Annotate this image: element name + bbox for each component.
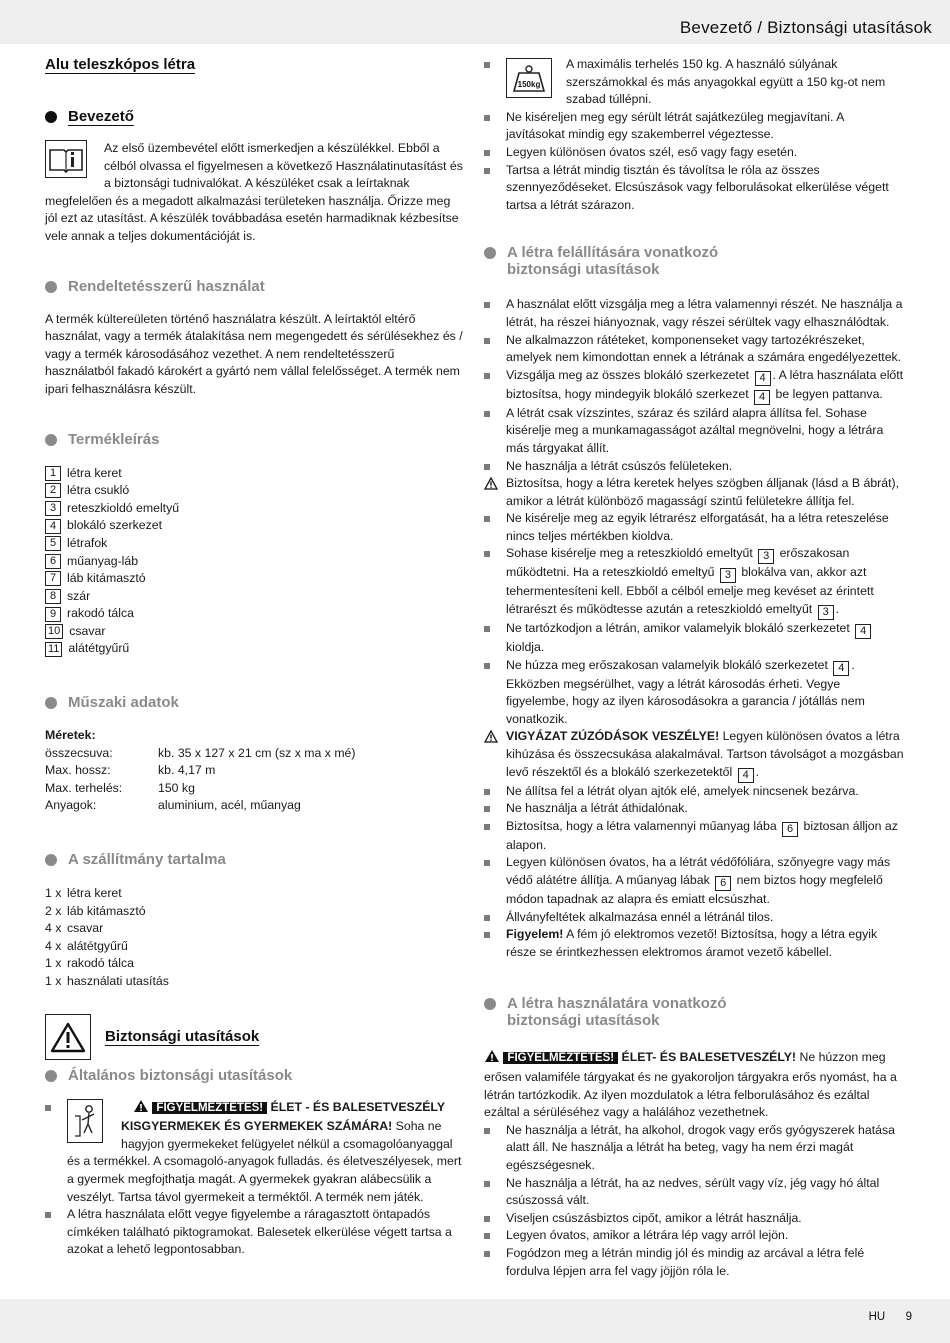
bullet-square-icon [484,296,506,331]
page-header-title: Bevezető / Biztonsági utasítások [679,18,932,37]
list-item: Vizsgálja meg az összes blokáló szerkezetet 4 . A létra használata előtt biztosítsa, hogy mindegyik blokáló szerkezet 4 be legyen pattanva. [484,367,904,405]
section-heading-intro: Bevezető [45,106,465,128]
list-item: 1 x létra keret [45,886,122,901]
bullet-dot-icon [45,281,57,293]
list-item: 150kg A maximális terhelés 150 kg. A használó súlyának szerszámokkal és más anyagokkal együtt a 150 kg-ot nem szabad túllépni. [484,56,904,109]
list-item: 3 reteszkioldó emeltyű [45,500,465,518]
bullet-square-icon [484,332,506,367]
list-item: 4 x alátétgyűrű [45,938,128,953]
list-item: Ne kisérelje meg az egyik létrarész elforgatását, ha a létra reteszelése nincs teljes mértékben kioldva. [484,510,904,545]
footer-bar [0,1299,950,1343]
list-item: 6 műanyag-láb [45,553,465,571]
list-item: Ne alkalmazzon rátéteket, komponenseket vagy tartozékrészeket, amelyek nem kimondottan ennek a létrának a számára engedélyezettek. [484,332,904,367]
page-footer [869,1309,912,1327]
list-item: Ne állítsa fel a létrát olyan ajtók elé, amelyek nincsenek bezárva. [484,783,904,801]
bullet-dot-icon [45,1070,57,1082]
list-item: Ne használja a létrát, ha az nedves, sérült vagy víz, jég vagy hó által csúszossá vált. [484,1175,904,1210]
warning-label: FIGYELMEZTETÉS! [152,1102,267,1114]
section-heading-usage: A létra használatára vonatkozó biztonsági utasítások [484,995,904,1035]
list-item: 4 x csavar [45,921,104,936]
bullet-square-icon [484,854,506,908]
list-item: 1 létra keret [45,465,465,483]
list-item: Viseljen csúszásbiztos cipőt, amikor a létrát használja. [484,1210,904,1228]
list-item: Ne használja a létrát, ha alkohol, drogok vagy erős gyógyszerek hatása alatt áll. Ne használja a létrát ha beteg, vagy ha nem érzi magát egészségesnek. [484,1122,904,1175]
parts-list [45,465,465,659]
bullet-dot-icon [45,111,57,123]
shipment-list [45,885,465,991]
list-item: Legyen különösen óvatos, ha a létrát védőfóliára, szőnyegre vagy más védő alátétre állítja. A műanyag lábak 6 nem biztos hogy megfelelő módon tapadnak az alapra és emiatt elcsúszhat. [484,854,904,908]
list-item: A használat előtt vizsgálja meg a létra valamennyi részét. Ne használja a létrát, ha részei hiányoznak, vagy részei sérültek vagy elhasználódtak. [484,296,904,331]
list-item: 4 blokáló szerkezet [45,517,465,535]
section-heading-specs: Műszaki adatok [45,692,465,714]
section-heading-description: Termékleírás [45,429,465,451]
list-item: 10 csavar [45,623,465,641]
list-item: Legyen óvatos, amikor a létrára lép vagy arról lejön. [484,1227,904,1245]
table-row: Anyagok: aluminium, acél, műanyag [45,798,301,813]
document-title: Alu teleszkópos létra [45,56,196,73]
page-number: 9 [905,1311,912,1323]
bullet-square-icon [484,1175,506,1210]
safety-heading: Biztonsági utasítások [45,1013,465,1061]
child-warning-item: FIGYELMEZTETÉS! ÉLET - ÉS BALESETVESZÉLY KISGYERMEKEK ÉS GYERMEKEK SZÁMÁRA! Soha ne hagyjon gyermekeket felügyelet nélkül a csomagolóanyaggal és a termékkel. A csomagoló-anyagok fulladás. és életveszélyesek, mert a gyermek megfojthatja magát. A gyermekek gyakran alábecsülik a veszélyt. Tartsa távol gyermekeit a terméktől. A termék nem játék. [45,1099,465,1207]
list-item: 7 láb kitámasztó [45,570,465,588]
warning-small-icon [484,728,506,782]
bullet-square-icon [484,818,506,855]
list-item: A létra használata előtt vegye figyelembe a ráragasztott öntapadós címkéken található piktogramokat. Balesetek elkerülése végett tartsa a azokat a lehető legpontosabban. [45,1206,465,1259]
list-item: A létrát csak vízszintes, száraz és szilárd alapra állítsa fel. Sohase kisérelje meg a munkamagasságot azáltal megnövelni, hogy a létrára más tárgyakat állít. [484,405,904,458]
bullet-square-icon [484,144,506,162]
warning-label: FIGYELMEZTETÉS! [503,1052,618,1064]
bullet-square-icon [484,620,506,657]
warning-small-icon [484,475,506,510]
section-heading-setup: A létra felállítására vonatkozó biztonsági utasítások [484,244,904,284]
warning-small-icon [484,1049,500,1069]
bullet-dot-icon [45,854,57,866]
footer-language: HU [868,1311,886,1323]
list-item: 11 alátétgyűrű [45,640,465,658]
table-row: összecsuva: kb. 35 x 127 x 21 cm (sz x ma x mé) [45,745,356,760]
bullet-square-icon [484,458,506,476]
table-row: Max. terhelés: 150 kg [45,780,195,795]
bullet-square-icon [484,1245,506,1280]
list-item: Figyelem! A fém jó elektromos vezető! Biztosítsa, hogy a létra egyik része se érintkezhessen elektromos áramot vezető kábellel. [484,926,904,961]
bullet-square-icon [484,800,506,818]
list-item: 8 szár [45,588,465,606]
section-heading-shipment: A szállítmány tartalma [45,849,465,871]
list-item: Sohase kisérelje meg a reteszkioldó emeltyűt 3 erőszakosan működtetni. Ha a reteszkioldó emeltyű 3 blokálva van, akkor azt tehermentesíteni kell. Ebből a célból emelje meg kevéset az érintett létrarészt és működtesse azután a reteszkioldó emeltyűt 3 . [484,545,904,620]
list-item: Tartsa a létrát mindig tisztán és távolítsa le róla az összes szennyeződéseket. Elcsúszások vagy felborulásokat elkerülése végett tartsa a létrát szárazon. [484,162,904,215]
bullet-dot-icon [45,697,57,709]
info-book-icon [45,140,87,178]
list-item: Biztosítsa, hogy a létra keretek helyes szögben álljanak (lásd a B ábrát), amikor a létrát különböző magasságí szintű felületekre állítja fel. [484,475,904,510]
bullet-square-icon [484,909,506,927]
bullet-dot-icon [45,434,57,446]
list-item: 1 x használati utasítás [45,974,169,988]
bullet-square-icon [484,109,506,144]
bullet-square-icon [484,56,506,109]
child-hazard-icon [67,1099,103,1143]
warning-small-icon [133,1099,149,1119]
list-item: Fogódzon meg a létrán mindig jól és mindig az arcával a létra felé fordulva lépjen arra fel vagy jöjjön róla le. [484,1245,904,1280]
bullet-square-icon [45,1099,67,1207]
bullet-square-icon [484,926,506,961]
weight-150kg-icon [506,58,552,98]
list-item: Ne használja a létrát áthidalónak. [484,800,904,818]
list-item: Állványfeltétek alkalmazása ennél a létránál tilos. [484,909,904,927]
bullet-square-icon [484,1122,506,1175]
section-heading-intended-use: Rendeltetésszerű használat [45,276,465,298]
bullet-square-icon [484,1210,506,1228]
list-item: Legyen különösen óvatos szél, eső vagy fagy esetén. [484,144,904,162]
bullet-dot-icon [484,247,496,259]
intro-paragraph: Az első üzembevétel előtt ismerkedjen a készülékkel. Ebből a célból olvassa el figyelmesen a következő Használatinutasítást és a biztonsági tudnivalókat. A készüléket csak a leírtaknak megfelelően és a megadott alkalmazási területeken használja. Őrizze meg jól ezt az utasítást. A készülék továbbadása esetén harmadiknak kézbesítse vele annak a teljes dokumentációját is. [45,141,463,243]
list-item: Ne tartózkodjon a létrán, amikor valamelyik blokáló szerkezetet 4 kioldja. [484,620,904,657]
list-item: Biztosítsa, hogy a létra valamennyi műanyag lába 6 biztosan álljon az alapon. [484,818,904,855]
table-row: Max. hossz: kb. 4,17 m [45,763,216,778]
usage-warning: FIGYELMEZTETÉS! ÉLET- ÉS BALESETVESZÉLY! Ne húzzon meg erősen valamiféle tárgyakat és ne gyakoroljon tárgyakra erős nyomást, ha a létrán tartózkodik. Az ilyen mozdulatok a létra felborulásához és ezáltal ezáltal a sérüléséhez vagy a halálához vezethetnek. [484,1050,897,1120]
bullet-square-icon [484,367,506,405]
bullet-square-icon [484,545,506,620]
weight-label: 150kg [517,80,541,89]
bullet-square-icon [484,657,506,729]
specs-subtitle: Méretek: [45,728,96,743]
left-column [45,56,465,1259]
section-heading-general-safety: Általános biztonsági utasítások [45,1065,465,1087]
list-item: 2 létra csukló [45,482,465,500]
specs-table [45,745,465,815]
list-item: 2 x láb kitámasztó [45,903,146,918]
list-item: Ne használja a létrát csúszós felületeken. [484,458,904,476]
bullet-square-icon [484,510,506,545]
bullet-dot-icon [484,998,496,1010]
right-column [484,56,904,1280]
intended-use-paragraph: A termék kültereületen történő használatra készült. A leírtaktól eltérő használat, vagy a termék átalakítása nem megengedett és sérülésekhez és / vagy a termék károsodásához vezethet. A nem rendeltetésszerű használatból fakadó károkért a gyártó nem vállal felelősséget. A termék nem ipari felhasználásra készült. [45,311,463,396]
list-item: Ne húzza meg erőszakosan valamelyik blokáló szerkezetet 4 . Ekközben megsérülhet, vagy a létrát károsodás érheti. Vegye figyelembe, hogy az ilyen károsodásokra a garancia / jótállás nem vonatkozik. [484,657,904,729]
bullet-square-icon [484,405,506,458]
list-item: Ne kiséreljen meg egy sérült létrát sajátkezüleg megjavítani. A javításokat mindig egy szakemberrel végeztesse. [484,109,904,144]
list-item: 5 létrafok [45,535,465,553]
list-item: 9 rakodó tálca [45,605,465,623]
bullet-square-icon [484,162,506,215]
list-item: 1 x rakodó tálca [45,956,134,971]
bullet-square-icon [484,1227,506,1245]
bullet-square-icon [45,1206,67,1259]
warning-triangle-icon [45,1014,91,1060]
bullet-square-icon [484,783,506,801]
list-item: VIGYÁZAT ZÚZÓDÁSOK VESZÉLYE! Legyen különösen óvatos a létra kihúzása és összecsukása alakalmával. Tartson távolságot a mozgásban levő részektől és a blokáló szerkezetektől 4 . [484,728,904,782]
